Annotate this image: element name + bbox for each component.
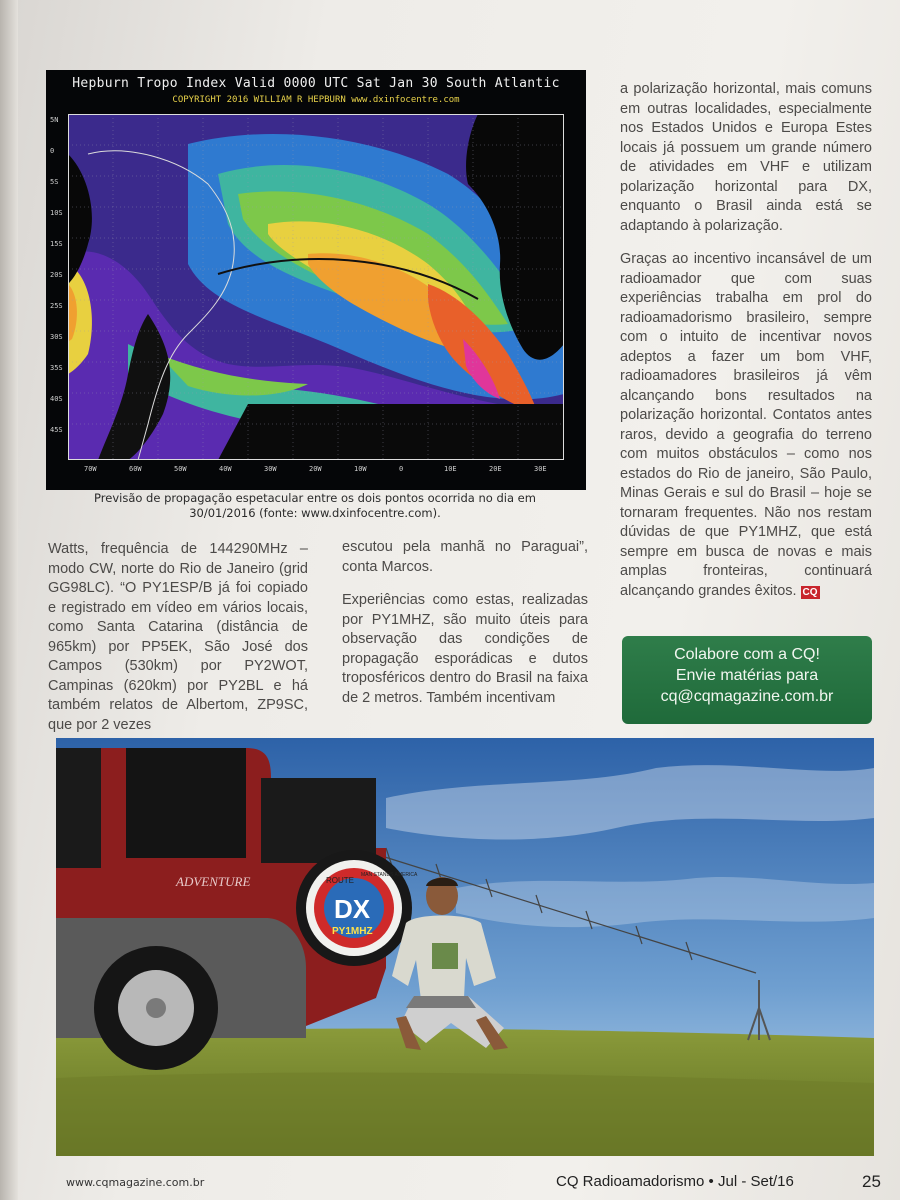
paragraph	[620, 250, 872, 601]
figure-caption: Previsão de propagação espetacular entre os dois pontos ocorrida no dia em 30/01/2016 (fonte: www.dxinfocentre.com).	[94, 491, 536, 520]
paragraph: Experiências como estas, realizadas por PY1MHZ, são muito úteis para observação das condições de propagação esporádicas e dutos troposféricos dentro do Brasil na faixa de 2 metros. Também incentivam	[342, 592, 588, 706]
map-lon-label: 30W	[264, 465, 277, 473]
promo-line-2: Envie matérias para	[675, 667, 819, 684]
article-column-3	[620, 80, 872, 615]
page-number: 25	[862, 1172, 881, 1191]
map-lat-label: 20S	[50, 271, 63, 279]
tropo-map-image	[68, 114, 564, 460]
article-end-mark: CQ	[802, 586, 818, 598]
operator-photo	[56, 738, 874, 1156]
map-lon-label: 20E	[489, 465, 502, 473]
contribute-promo-box	[622, 636, 872, 724]
tire-route-text: ROUTE	[326, 876, 354, 885]
paragraph: Watts, frequência de 144290MHz – modo CW, norte do Rio de Janeiro (grid GG98LC). “O PY1ESP/B já foi copiado e registrado em vídeo em vários locais, como Santa Catarina (distância de 965km) por PP5EK, São José dos Campos (530km) por PY2WOT, Campinas (620km) por PY2BL e há também relatos de Albertom, ZP9SC, que por 2 vezes	[48, 541, 308, 733]
map-lon-label: 40W	[219, 465, 232, 473]
map-title: Hepburn Tropo Index Valid 0000 UTC Sat Jan 30 South Atlantic	[72, 76, 560, 91]
article-column-1	[48, 540, 308, 749]
tire-badge-text: MAN STANDS AMERICA	[361, 872, 418, 878]
map-longitude-labels	[68, 462, 568, 476]
map-lat-label: 10S	[50, 209, 63, 217]
footer-website-link[interactable]: www.cqmagazine.com.br	[66, 1176, 205, 1189]
map-lon-label: 60W	[129, 465, 142, 473]
car-decal: ADVENTURE	[176, 874, 251, 889]
paragraph: a polarização horizontal, mais comuns em outras localidades, especialmente nos Estados Unidos e Europa Estes locais já possuem um grande número de atividades em VHF e utilizam polarização horizontal para DX, enquanto o Brasil ainda está se adaptando à polarização.	[620, 81, 872, 234]
map-lon-label: 0	[399, 465, 404, 473]
photo-illustration	[56, 738, 874, 1156]
map-latitude-labels	[50, 114, 68, 460]
map-lon-label: 10W	[354, 465, 367, 473]
article-column-2	[342, 538, 588, 722]
tire-callsign-text: PY1MHZ	[332, 926, 373, 937]
page-binding-shadow	[0, 0, 18, 1200]
map-lat-label: 35S	[50, 364, 63, 372]
map-lat-label: 40S	[50, 395, 63, 403]
map-lon-label: 10E	[444, 465, 457, 473]
map-lon-label: 50W	[174, 465, 187, 473]
map-lon-label: 70W	[84, 465, 97, 473]
map-copyright: COPYRIGHT 2016 WILLIAM R HEPBURN www.dxinfocentre.com	[172, 95, 460, 105]
map-lat-label: 45S	[50, 426, 63, 434]
tire-dx-text: DX	[334, 894, 371, 924]
promo-email-link[interactable]: cq@cqmagazine.com.br	[660, 688, 834, 705]
promo-line-1: Colabore com a CQ!	[674, 646, 820, 663]
tropo-map-figure	[46, 70, 586, 490]
map-lat-label: 30S	[50, 333, 63, 341]
map-lon-label: 30E	[534, 465, 547, 473]
map-lon-label: 20W	[309, 465, 322, 473]
map-lat-label: 5S	[50, 178, 59, 186]
paragraph-text: Graças ao incentivo incansável de um radioamador que com suas experiências trabalha em prol do radioamadorismo brasileiro, sempre com o intuito de incentivar novos adeptos a fazer um bom VHF, radioamadores brasileiros já vêm alcançando bons resultados na polarização horizontal. Contatos antes raros, devido a geografia do terreno com muitos obstáculos – como nos estados do Rio de janeiro, São Paulo, Minas Gerais e sul do Brasil – hoje se tornaram frequentes. Não nos restam dúvidas de que PY1MHZ, que está sempre em busca de novas e mais amplas fronteiras, continuará alcançando grandes êxitos.	[620, 251, 872, 599]
map-lat-label: 5N	[50, 116, 59, 124]
paragraph: escutou pela manhã no Paraguai”, conta Marcos.	[342, 539, 588, 575]
map-lat-label: 0	[50, 147, 55, 155]
footer-magazine-issue: CQ Radioamadorismo • Jul - Set/16	[556, 1173, 794, 1190]
map-lat-label: 25S	[50, 302, 63, 310]
map-lat-label: 15S	[50, 240, 63, 248]
